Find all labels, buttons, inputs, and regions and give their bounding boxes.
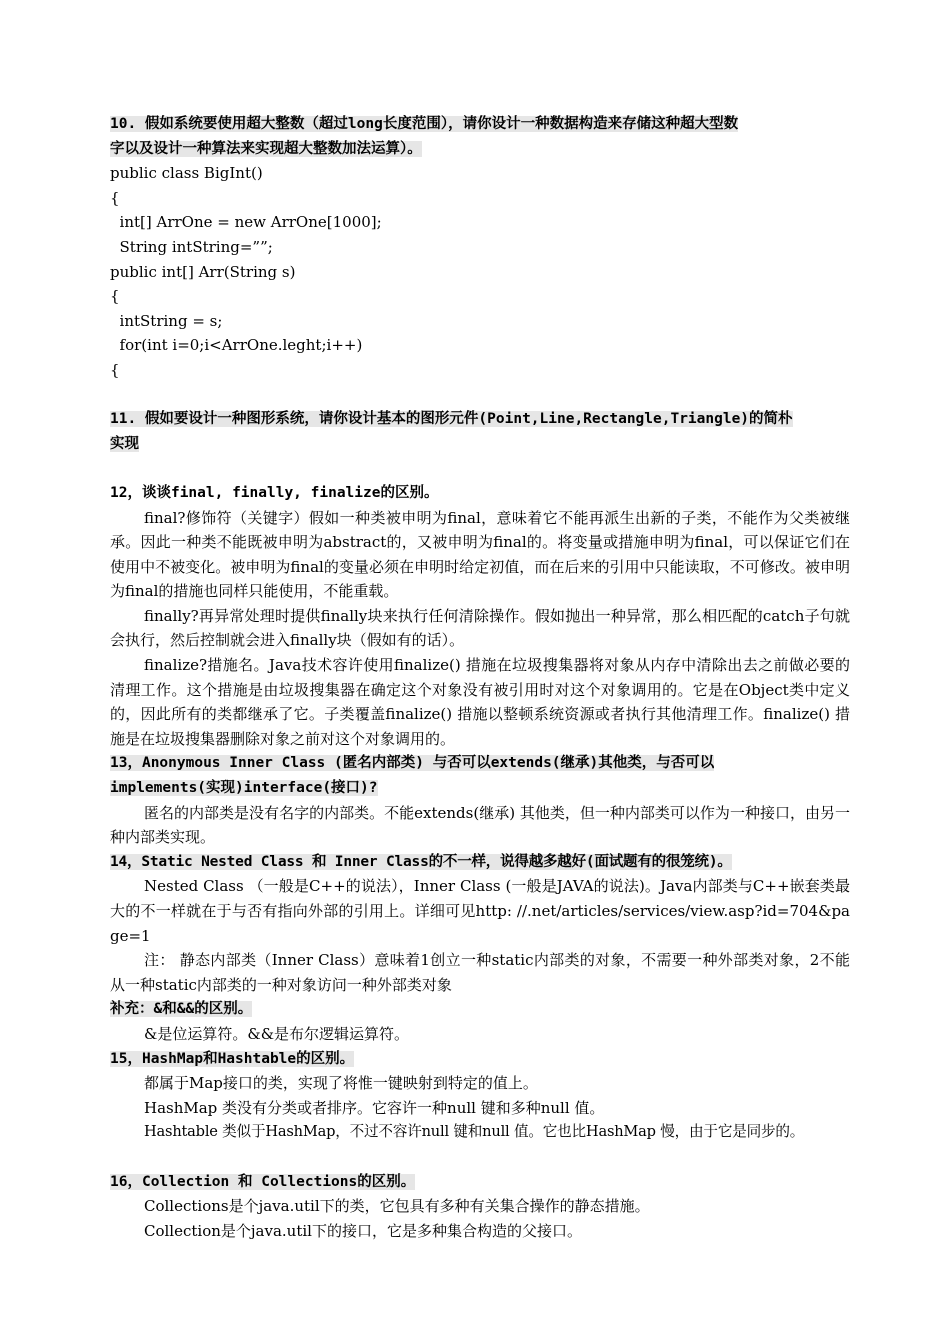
q15-paragraph-2: HashMap 类没有分类或者排序。它容许一种null 键和多种null 值。 bbox=[144, 1098, 605, 1117]
code-line: public int[] Arr(String s) bbox=[110, 262, 296, 281]
q15-paragraph-3: Hashtable 类似于HashMap，不过不容许null 键和null 值。它也比HashMap 慢，由于它是同步的。 bbox=[144, 1123, 805, 1141]
q11-heading-line1: 11. 假如要设计一种图形系统，请你设计基本的图形元件(Point,Line,Rectangle,Triangle)的简朴 bbox=[110, 411, 793, 428]
q10-heading-line1: 10. 假如系统要使用超大整数（超过long长度范围），请你设计一种数据构造来存储这种超大型数 bbox=[110, 116, 739, 132]
q12-heading: 12，谈谈final, finally, finalize的区别。 bbox=[110, 484, 439, 501]
q11-heading-line2: 实现 bbox=[110, 435, 139, 452]
q12-paragraph-final: final?修饰符（关键字）假如一种类被申明为final，意味着它不能再派生出新的子类，不能作为父类被继承。因此一种类不能既被申明为abstract的，又被申明为final的。将变量或措施申明为final，可以保证它们在使用中不被变化。被申明为final的变量必须在申明时给定初值，而在后来的引用中只能读取，不可修改。被申明为final的措施也同样只能使用，不能重载。 bbox=[110, 508, 850, 601]
q12-paragraph-finally: finally?再异常处理时提供finally块来执行任何清除操作。假如抛出一种异常，那么相匹配的catch子句就会执行，然后控制就会进入finally块（假如有的话）。 bbox=[110, 606, 850, 650]
q16-paragraph-2: Collection是个java.util下的接口，它是多种集合构造的父接口。 bbox=[144, 1221, 582, 1240]
q14-paragraph-2: 注： 静态内部类（Inner Class）意味着1创立一种static内部类的对象，不需要一种外部类对象，2不能从一种static内部类的一种对象访问一种外部类对象 bbox=[110, 951, 850, 994]
document-page bbox=[110, 112, 850, 1243]
q12-paragraph-finalize: finalize?措施名。Java技术容许使用finalize() 措施在垃圾搜集器将对象从内存中清除出去之前做必要的清理工作。这个措施是由垃圾搜集器在确定这个对象没有被引用时对这个对象调用的。它是在Object类中定义的，因此所有的类都继承了它。子类覆盖finalize() 措施以整顿系统资源或者执行其他清理工作。finalize() 措施是在垃圾搜集器删除对象之前对这个对象调用的。 bbox=[110, 656, 850, 748]
q15-paragraph-1: 都属于Map接口的类，实现了将惟一键映射到特定的值上。 bbox=[144, 1074, 538, 1093]
code-line: public class BigInt() bbox=[110, 164, 263, 183]
q16-heading: 16，Collection 和 Collections的区别。 bbox=[110, 1173, 416, 1190]
q10-heading bbox=[110, 112, 850, 137]
q15-heading: 15，HashMap和Hashtable的区别。 bbox=[110, 1050, 355, 1067]
q14-heading: 14，Static Nested Class 和 Inner Class的不一样，说得越多越好(面试题有的很笼统)。 bbox=[110, 853, 732, 870]
supplement-paragraph: &是位运算符。&&是布尔逻辑运算符。 bbox=[144, 1024, 410, 1043]
q13-heading-line1: 13，Anonymous Inner Class (匿名内部类) 与否可以extends(继承)其他类，与否可以 bbox=[110, 755, 715, 772]
q13-paragraph: 匿名的内部类是没有名字的内部类。不能extends(继承) 其他类，但一种内部类可以作为一种接口，由另一种内部类实现。 bbox=[110, 803, 850, 847]
q13-heading-line2: implements(实现)interface(接口)? bbox=[110, 780, 378, 797]
code-line: { bbox=[110, 360, 120, 379]
code-line: intString = s; bbox=[110, 311, 223, 330]
supplement-heading: 补充：&和&&的区别。 bbox=[110, 1001, 253, 1018]
code-line: int[] ArrOne = new ArrOne[1000]; bbox=[110, 213, 382, 232]
q16-paragraph-1: Collections是个java.util下的类，它包具有多种有关集合操作的静态措施。 bbox=[144, 1197, 650, 1216]
code-line: String intString=””; bbox=[110, 237, 273, 256]
q14-paragraph-1: Nested Class （一般是C++的说法），Inner Class (一般是JAVA的说法)。Java内部类与C++嵌套类最大的不一样就在于与否有指向外部的引用上。详细可见http: //.net/articles/services/view.asp?id=704&page=1 bbox=[110, 877, 850, 945]
code-line: { bbox=[110, 287, 120, 306]
q10-heading-line2: 字以及设计一种算法来实现超大整数加法运算）。 bbox=[110, 140, 422, 157]
q10-code bbox=[110, 161, 850, 382]
code-line: for(int i=0;i<ArrOne.leght;i++) bbox=[110, 336, 363, 355]
code-line: { bbox=[110, 188, 120, 207]
